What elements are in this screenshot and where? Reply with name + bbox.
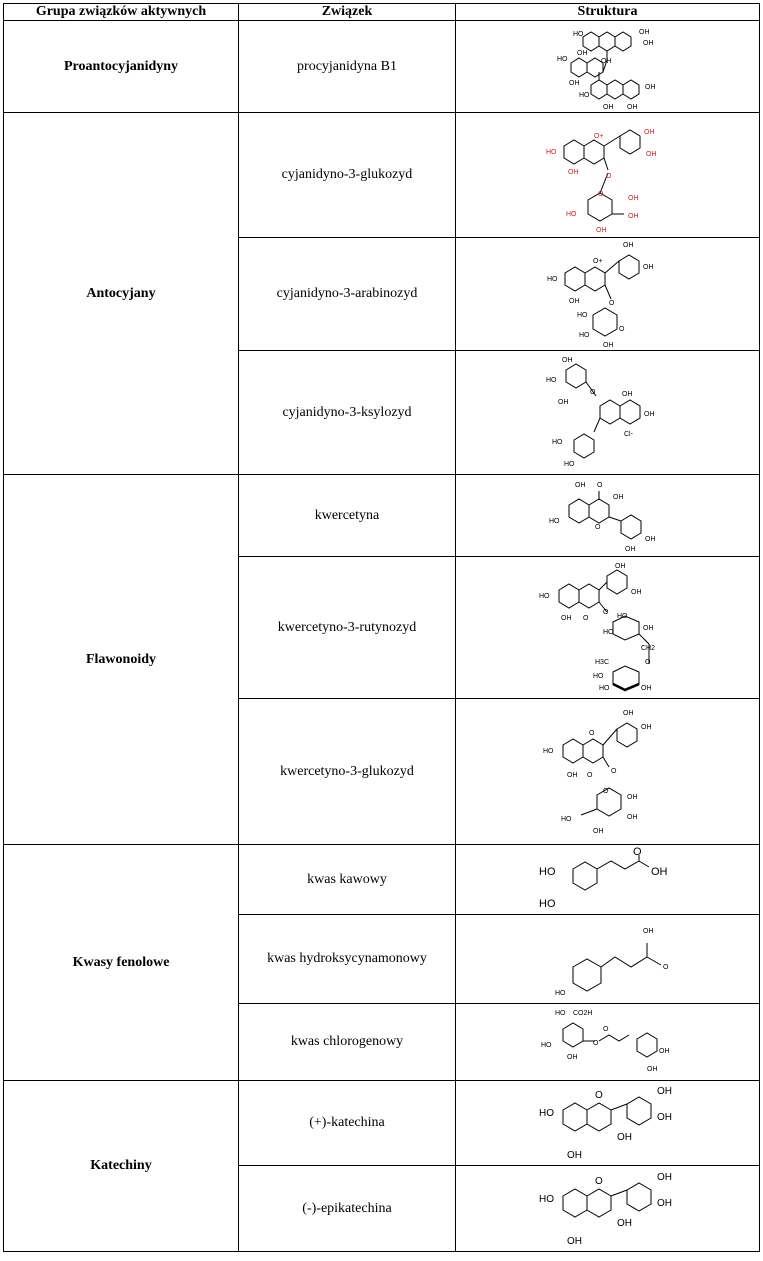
atom-label: O (602, 608, 608, 616)
compound-cell: (-)-epikatechina (239, 1166, 456, 1252)
atom-label: HO (563, 460, 574, 468)
atom-label: HO (545, 149, 556, 156)
structure-quercetin (543, 477, 673, 555)
structure-chlorogenic-acid (533, 1005, 683, 1079)
atom-label: Cl- (623, 430, 633, 438)
header-structure: Struktura (456, 4, 760, 21)
atom-label: HO (538, 592, 549, 600)
atom-label: OH (643, 129, 654, 136)
structure-cell (456, 113, 760, 238)
atom-label: OH (644, 83, 655, 91)
compound-cell: kwas chlorogenowy (239, 1004, 456, 1081)
compound-cell: cyjanidyno-3-glukozyd (239, 113, 456, 238)
structure-cell (456, 557, 760, 699)
structure-catechin (533, 1082, 683, 1164)
atom-label: OH (566, 1054, 577, 1061)
atom-label: HO (551, 438, 562, 446)
structure-epicatechin (533, 1168, 683, 1250)
atom-label: HO (538, 865, 555, 878)
atom-label: O (610, 767, 616, 775)
atom-label: HO (554, 1010, 565, 1017)
table-row (4, 475, 760, 557)
structure-cell (456, 699, 760, 845)
atom-label: HO (578, 332, 589, 339)
atom-label: HO (616, 612, 627, 620)
atom-label: O (582, 614, 588, 622)
atom-label: HO (554, 990, 565, 997)
atom-label: HO (602, 628, 613, 636)
atom-label: HO (598, 684, 609, 692)
atom-label: HO (556, 55, 567, 63)
atom-label: OH (656, 1171, 672, 1183)
atom-label: OH (642, 928, 653, 935)
atom-label: OH (616, 1217, 632, 1229)
atom-label: OH (644, 535, 655, 543)
atom-label: OH (621, 390, 632, 398)
atom-label: OH (658, 1048, 669, 1055)
atom-label: OH (626, 813, 637, 821)
atom-label: OH (568, 298, 579, 305)
structure-rutin (533, 560, 683, 696)
atom-label: OH (626, 103, 637, 111)
atom-label: O (644, 658, 650, 666)
structure-isoquercitrin (533, 703, 683, 841)
atom-label: O (605, 173, 611, 180)
compound-cell: kwas hydroksycynamonowy (239, 915, 456, 1004)
atom-label: O (586, 771, 592, 779)
atom-label: O (596, 481, 602, 489)
atom-label: OH (567, 169, 578, 176)
atom-label: HO (576, 312, 587, 319)
structure-cell (456, 21, 760, 113)
atom-label: CO2H (572, 1010, 592, 1017)
atom-label: OH (568, 79, 579, 87)
atom-label: O (608, 300, 614, 307)
atom-label: HO (538, 897, 555, 910)
atom-label: HO (538, 1193, 554, 1205)
structure-procyanidin-b1 (543, 23, 673, 111)
atom-label: HO (560, 815, 571, 823)
structure-caffeic-acid (533, 847, 683, 913)
compound-cell: cyjanidyno-3-ksylozyd (239, 351, 456, 475)
compound-cell: kwas kawowy (239, 845, 456, 915)
structure-cell (456, 845, 760, 915)
atom-label: OH (602, 103, 613, 111)
structure-cell (456, 1004, 760, 1081)
structure-cyanidin-3-glucoside (538, 116, 678, 234)
group-cell: Kwasy fenolowe (4, 845, 239, 1081)
atom-label: OH (557, 398, 568, 406)
atom-label: HO (545, 376, 556, 384)
atom-label: O (602, 1026, 608, 1033)
structure-cell (456, 351, 760, 475)
atom-label: OH (640, 723, 651, 731)
atom-label: OH (627, 213, 638, 220)
compound-cell: kwercetyno-3-rutynozyd (239, 557, 456, 699)
atom-label: OH (630, 588, 641, 596)
structure-cell (456, 238, 760, 351)
header-row (4, 4, 760, 21)
structure-cell (456, 915, 760, 1004)
atom-label: CH2 (640, 644, 655, 652)
group-cell: Antocyjany (4, 113, 239, 475)
atom-label: OH (656, 1112, 672, 1123)
atom-label: OH (602, 342, 613, 349)
atom-label: O+ (592, 258, 603, 265)
atom-label: OH (642, 624, 653, 632)
atom-label: OH (626, 793, 637, 801)
header-group: Grupa związków aktywnych (4, 4, 239, 21)
atom-label: O (594, 1090, 603, 1101)
atom-label: HO (572, 30, 583, 38)
atom-label: OH (638, 28, 649, 36)
compound-cell: procyjanidyna B1 (239, 21, 456, 113)
table-row (4, 113, 760, 238)
atom-label: HO (542, 747, 553, 755)
structure-cell (456, 1081, 760, 1166)
atom-label: O (618, 326, 624, 333)
atom-label: HO (546, 276, 557, 283)
table-row (4, 1081, 760, 1166)
atom-label: H3C (594, 658, 609, 666)
atom-label: O (594, 523, 600, 531)
compound-cell: cyjanidyno-3-arabinozyd (239, 238, 456, 351)
structure-cell (456, 475, 760, 557)
atom-label: OH (566, 1235, 582, 1247)
atom-label: OH (646, 1066, 657, 1073)
atom-label: O (602, 787, 608, 795)
atom-label: OH (627, 195, 638, 202)
atom-label: OH (600, 57, 611, 65)
compound-cell: (+)-katechina (239, 1081, 456, 1166)
atom-label: OH (592, 827, 603, 835)
atom-label: HO (565, 211, 576, 218)
table-row (4, 845, 760, 915)
atom-label: OH (622, 709, 633, 717)
atom-label: HO (578, 91, 589, 99)
atom-label: OH (622, 242, 633, 249)
atom-label: OH (616, 1132, 632, 1143)
atom-label: OH (614, 562, 625, 570)
structure-hydroxycinnamic-acid (533, 917, 683, 1001)
atom-label: OH (566, 1150, 582, 1161)
atom-label: OH (566, 771, 577, 779)
atom-label: OH (612, 493, 623, 501)
atom-label: HO (538, 1108, 554, 1119)
atom-label: HO (540, 1042, 551, 1049)
table-row (4, 21, 760, 113)
atom-label: O (597, 191, 603, 198)
atom-label: O (589, 388, 595, 396)
atom-label: O (594, 1175, 603, 1187)
compound-cell: kwercetyno-3-glukozyd (239, 699, 456, 845)
atom-label: O+ (593, 133, 604, 140)
atom-label: OH (642, 39, 653, 47)
structure-cell (456, 1166, 760, 1252)
atom-label: O (588, 729, 594, 737)
atom-label: O (632, 846, 642, 858)
atom-label: OH (576, 49, 587, 57)
atom-label: OH (656, 1086, 672, 1097)
group-cell: Proantocyjanidyny (4, 21, 239, 113)
atom-label: HO (592, 672, 603, 680)
structure-cyanidin-3-arabinoside (543, 239, 673, 349)
atom-label: O (662, 964, 668, 971)
compound-cell: kwercetyna (239, 475, 456, 557)
atom-label: OH (561, 356, 572, 364)
atom-label: OH (642, 264, 653, 271)
group-cell: Katechiny (4, 1081, 239, 1252)
atom-label: O (592, 1040, 598, 1047)
compounds-table (3, 3, 760, 1252)
atom-label: OH (650, 865, 667, 878)
atom-label: OH (560, 614, 571, 622)
atom-label: OH (574, 481, 585, 489)
structure-cyanidin-3-xyloside (538, 354, 678, 472)
group-cell: Flawonoidy (4, 475, 239, 845)
atom-label: OH (595, 227, 606, 234)
atom-label: OH (645, 151, 656, 158)
atom-label: HO (548, 517, 559, 525)
header-compound: Związek (239, 4, 456, 21)
atom-label: OH (656, 1197, 672, 1209)
atom-label: OH (640, 684, 651, 692)
atom-label: OH (624, 545, 635, 553)
atom-label: OH (643, 410, 654, 418)
